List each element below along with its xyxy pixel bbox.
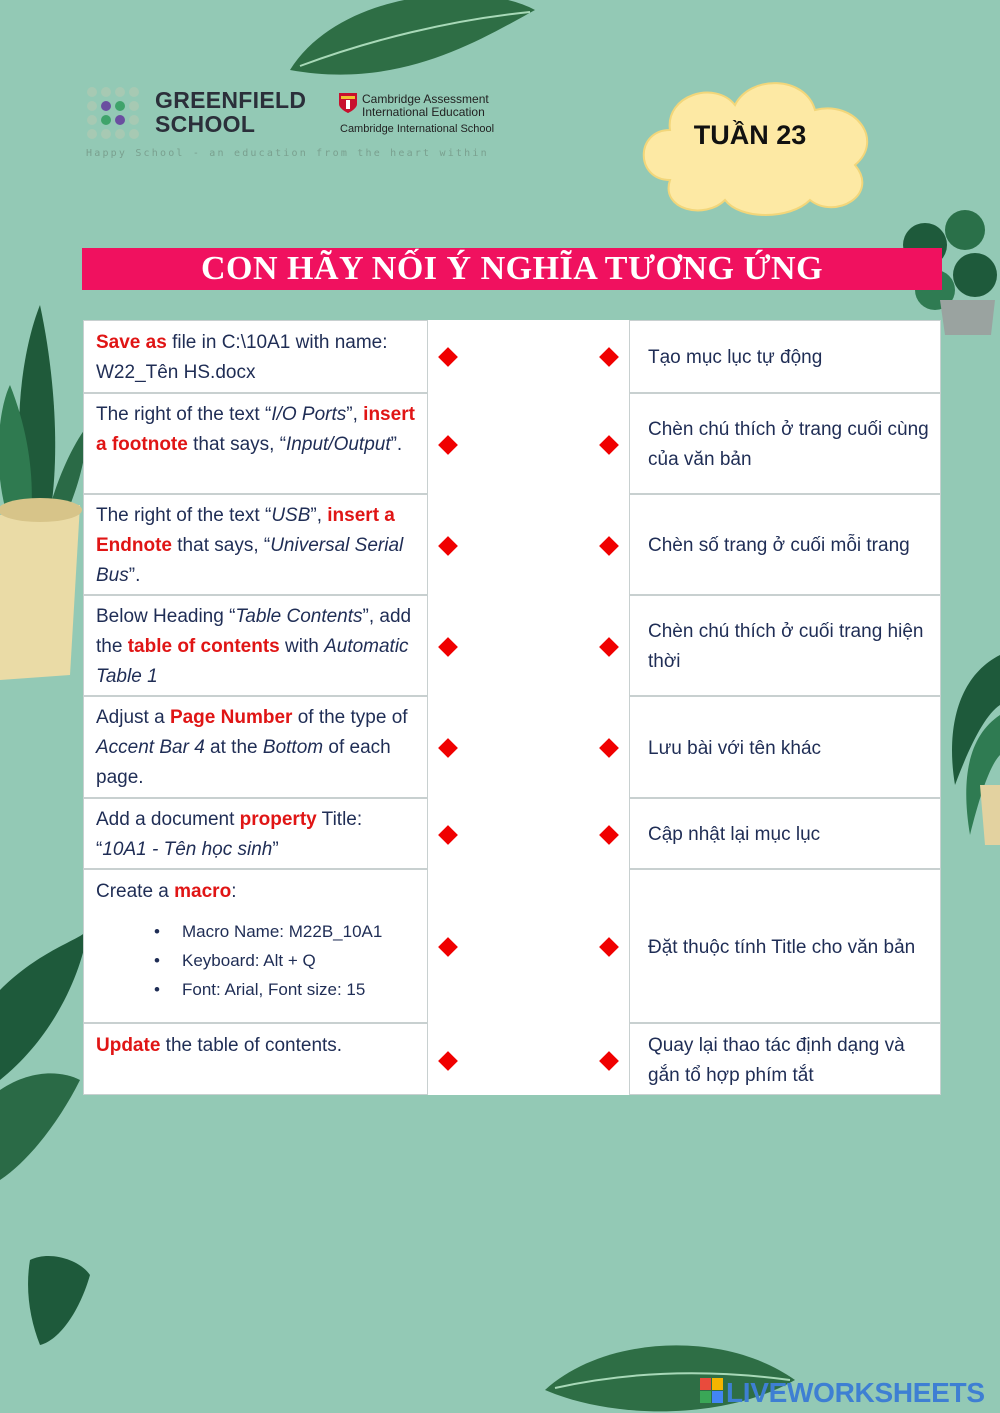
list-item: • Macro Name: M22B_10A1: [182, 917, 382, 946]
left-connector-dot[interactable]: [438, 1051, 458, 1071]
greenfield-logo-icon: [86, 86, 146, 142]
match-row: [83, 393, 941, 494]
right-item: Cập nhật lại mục lục: [629, 798, 941, 869]
right-item: Chèn chú thích ở trang cuối cùng của văn bản: [629, 393, 941, 494]
leaf-top-decoration: [280, 0, 540, 80]
right-connector-dot[interactable]: [599, 937, 619, 957]
leaves-bottom-left-decoration: [0, 930, 90, 1350]
cambridge-crest-icon: [338, 92, 358, 114]
left-item: Adjust a Page Number of the type of Accent Bar 4 at the Bottom of each page.: [83, 696, 428, 798]
left-item: Add a document property Title: “10A1 - Tên học sinh”: [83, 798, 428, 869]
page-title: CON HÃY NỐI Ý NGHĨA TƯƠNG ỨNG: [200, 250, 824, 287]
left-connector-dot[interactable]: [438, 536, 458, 556]
right-item: Đặt thuộc tính Title cho văn bản: [629, 869, 941, 1023]
left-connector-dot[interactable]: [438, 435, 458, 455]
match-row: [83, 798, 941, 869]
school-name: GREENFIELD SCHOOL: [155, 87, 307, 137]
right-item: Chèn chú thích ở cuối trang hiện thời: [629, 595, 941, 696]
match-row: [83, 320, 941, 393]
right-item: Tạo mục lục tự động: [629, 320, 941, 393]
match-row: [83, 494, 941, 595]
list-item: • Keyboard: Alt + Q: [182, 946, 316, 975]
match-row: [83, 1023, 941, 1095]
plant-right-decoration: [940, 635, 1000, 845]
right-item: Quay lại thao tác định dạng và gắn tổ hợp phím tắt: [629, 1023, 941, 1095]
left-connector-dot[interactable]: [438, 738, 458, 758]
right-connector-dot[interactable]: [599, 825, 619, 845]
right-connector-dot[interactable]: [599, 1051, 619, 1071]
matching-grid: [83, 320, 941, 1095]
left-connector-dot[interactable]: [438, 825, 458, 845]
left-item: Below Heading “Table Contents”, add the table of contents with Automatic Table 1: [83, 595, 428, 696]
left-connector-dot[interactable]: [438, 937, 458, 957]
right-item: Lưu bài với tên khác: [629, 696, 941, 798]
left-connector-dot[interactable]: [438, 347, 458, 367]
watermark-text: LIVEWORKSHEETS: [726, 1377, 985, 1408]
right-connector-dot[interactable]: [599, 536, 619, 556]
left-connector-dot[interactable]: [438, 637, 458, 657]
match-row: [83, 696, 941, 798]
list-item: • Font: Arial, Font size: 15: [182, 975, 365, 1004]
liveworksheets-logo-icon: [700, 1378, 724, 1404]
left-item: The right of the text “I/O Ports”, insert a footnote that says, “Input/Output”.: [83, 393, 428, 494]
left-item: Save as file in C:\10A1 with name: W22_Tên HS.docx: [83, 320, 428, 393]
potted-plant-left-decoration: [0, 295, 90, 685]
right-item: Chèn số trang ở cuối mỗi trang: [629, 494, 941, 595]
right-connector-dot[interactable]: [599, 738, 619, 758]
left-item: Create a macro: • Macro Name: M22B_10A1 • Keyboard: Alt + Q • Font: Arial, Font size: 15: [83, 869, 428, 1023]
right-connector-dot[interactable]: [599, 435, 619, 455]
week-label: TUẦN 23: [693, 120, 807, 150]
right-connector-dot[interactable]: [599, 637, 619, 657]
match-row: [83, 869, 941, 1023]
right-connector-dot[interactable]: [599, 347, 619, 367]
left-item: Update the table of contents.: [83, 1023, 428, 1095]
left-item: The right of the text “USB”, insert a Endnote that says, “Universal Serial Bus”.: [83, 494, 428, 595]
match-row: [83, 595, 941, 696]
school-tagline: Happy School - an education from the heart within: [86, 148, 489, 159]
